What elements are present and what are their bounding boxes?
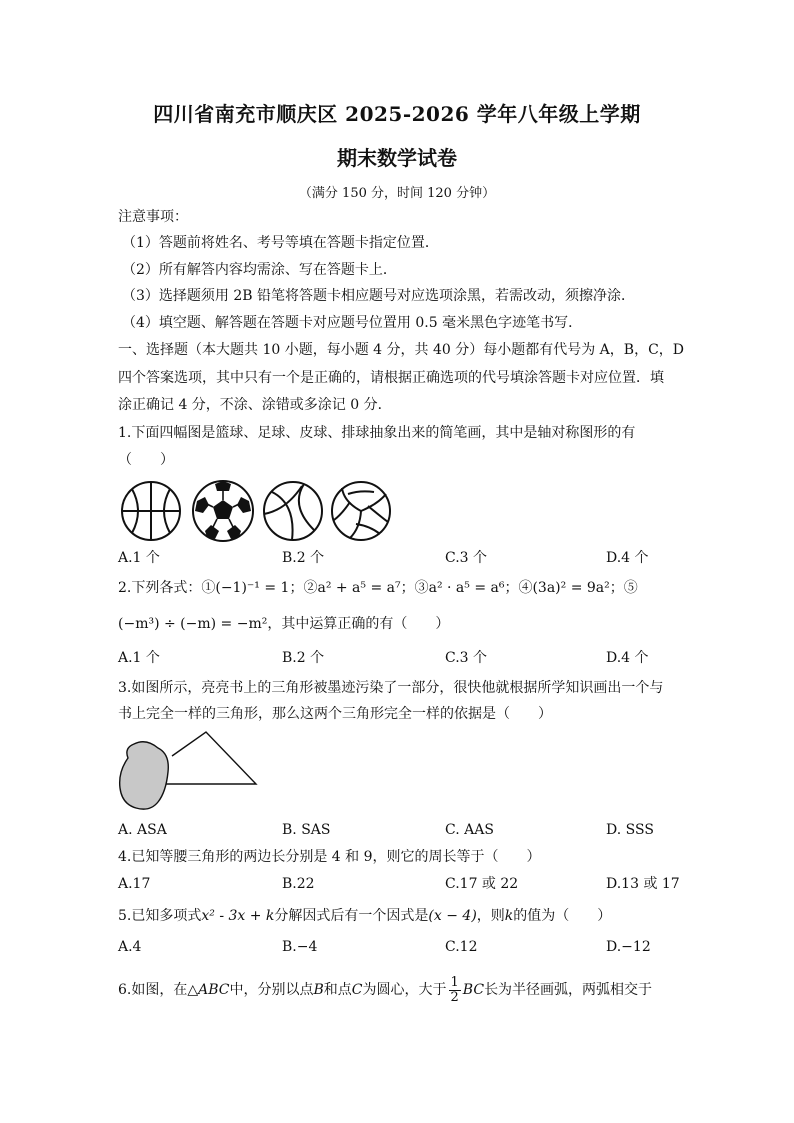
q2-prefix: 2.下列各式： bbox=[118, 580, 202, 596]
q5-option-a: A.4 bbox=[118, 939, 142, 955]
q3-option-d: D. SSS bbox=[606, 822, 654, 838]
soccer-ball-icon bbox=[191, 479, 255, 543]
q2-expr-2: ②a² + a⁵ = a⁷； bbox=[303, 580, 415, 596]
note-item-3: （3）选择题须用 2B 铅笔将答题卡相应题号对应选项涂黑，若需改动，须擦净涂． bbox=[122, 288, 636, 304]
q5-mid: 分解因式后有一个因式是 bbox=[274, 908, 429, 924]
q3-stem-line1: 3.如图所示，亮亮书上的三角形被墨迹污染了一部分，很快他就根据所学知识画出一个与 bbox=[118, 680, 664, 696]
q2-expr-3: ③a² · a⁵ = a⁶； bbox=[414, 580, 519, 596]
ink-blob bbox=[120, 742, 169, 809]
q2-expr-5: (−m³) ÷ (−m) = −m² bbox=[118, 616, 268, 632]
q5-stem bbox=[118, 906, 611, 926]
section1-line1: 一、选择题（本大题共 10 小题，每小题 4 分，共 40 分）每小题都有代号为 A，B，C，D bbox=[118, 342, 685, 358]
q4-stem: 4.已知等腰三角形的两边长分别是 4 和 9，则它的周长等于（ ） bbox=[118, 849, 541, 865]
q2-tail: ，其中运算正确的有（ ） bbox=[267, 616, 450, 632]
rubber-ball-icon bbox=[262, 480, 324, 542]
q2-stem-line2 bbox=[118, 614, 449, 634]
q4-option-c: C.17 或 22 bbox=[445, 876, 519, 892]
q1-option-b: B.2 个 bbox=[282, 550, 325, 566]
q6-prefix: 6.如图，在 bbox=[118, 982, 188, 998]
q6-point-c: C bbox=[351, 982, 363, 998]
q3-option-a: A. ASA bbox=[118, 822, 167, 838]
q2-option-c: C.3 个 bbox=[445, 650, 488, 666]
q3-option-c: C. AAS bbox=[445, 822, 494, 838]
q2-expr-5-label: ⑤ bbox=[623, 580, 638, 596]
note-item-2: （2）所有解答内容均需涂、写在答题卡上． bbox=[122, 262, 397, 278]
q5-variable: k bbox=[504, 908, 514, 924]
q1-option-d: D.4 个 bbox=[606, 550, 649, 566]
notes-heading: 注意事项： bbox=[118, 209, 188, 225]
q5-tail: 的值为（ ） bbox=[513, 908, 612, 924]
q4-option-a: A.17 bbox=[118, 876, 151, 892]
q2-expr-1: ①(−1)⁻¹ = 1； bbox=[201, 580, 304, 596]
q6-segment: BC bbox=[462, 982, 485, 998]
q5-option-c: C.12 bbox=[445, 939, 478, 955]
q1-option-c: C.3 个 bbox=[445, 550, 488, 566]
q6-mid3: 为圆心，大于 bbox=[362, 982, 447, 998]
section1-line3: 涂正确记 4 分，不涂、涂错或多涂记 0 分． bbox=[118, 397, 392, 413]
exam-title-line2: 期末数学试卷 bbox=[337, 146, 457, 170]
q4-option-b: B.22 bbox=[282, 876, 315, 892]
q6-fraction bbox=[449, 976, 461, 1005]
q3-option-b: B. SAS bbox=[282, 822, 331, 838]
q6-fraction-denominator: 2 bbox=[450, 989, 459, 1005]
q4-option-d: D.13 或 17 bbox=[606, 876, 680, 892]
note-item-4: （4）填空题、解答题在答题卡对应题号位置用 0.5 毫米黑色字迹笔书写． bbox=[122, 315, 583, 331]
q1-stem: 1.下面四幅图是篮球、足球、皮球、排球抽象出来的简笔画，其中是轴对称图形的有 bbox=[118, 425, 636, 441]
q2-option-d: D.4 个 bbox=[606, 650, 649, 666]
note-item-1: （1）答题前将姓名、考号等填在答题卡指定位置． bbox=[122, 235, 439, 251]
q2-option-a: A.1 个 bbox=[118, 650, 160, 666]
q5-mid2: ，则 bbox=[476, 908, 505, 924]
ink-stained-triangle-figure bbox=[116, 728, 262, 816]
section1-line2: 四个答案选项，其中只有一个是正确的，请根据正确选项的代号填涂答题卡对应位置．填 bbox=[118, 370, 664, 386]
q6-fraction-numerator: 1 bbox=[450, 974, 459, 990]
q5-prefix: 5.已知多项式 bbox=[118, 908, 202, 924]
q6-triangle: △ABC bbox=[187, 982, 230, 998]
q6-mid1: 中，分别以点 bbox=[229, 982, 314, 998]
q2-stem-line1 bbox=[118, 578, 638, 598]
q6-stem bbox=[118, 975, 652, 1005]
q6-mid2: 和点 bbox=[323, 982, 352, 998]
q5-polynomial: x² - 3x + k bbox=[201, 908, 275, 924]
basketball-icon bbox=[120, 480, 182, 542]
q6-point-b: B bbox=[313, 982, 324, 998]
q1-option-a: A.1 个 bbox=[118, 550, 160, 566]
q5-factor: (x − 4) bbox=[428, 908, 477, 924]
q5-option-d: D.−12 bbox=[606, 939, 651, 955]
q2-option-b: B.2 个 bbox=[282, 650, 325, 666]
q1-blank: （ ） bbox=[118, 452, 174, 468]
q5-option-b: B.−4 bbox=[282, 939, 318, 955]
exam-subtitle: （满分 150 分，时间 120 分钟） bbox=[298, 186, 496, 201]
q2-expr-4: ④(3a)² = 9a²； bbox=[518, 580, 624, 596]
volleyball-icon bbox=[330, 480, 392, 542]
exam-title-line1: 四川省南充市顺庆区 2025-2026 学年八年级上学期 bbox=[153, 102, 641, 126]
q3-stem-line2: 书上完全一样的三角形，那么这两个三角形完全一样的依据是（ ） bbox=[118, 706, 552, 722]
q6-tail: 长为半径画弧，两弧相交于 bbox=[484, 982, 653, 998]
